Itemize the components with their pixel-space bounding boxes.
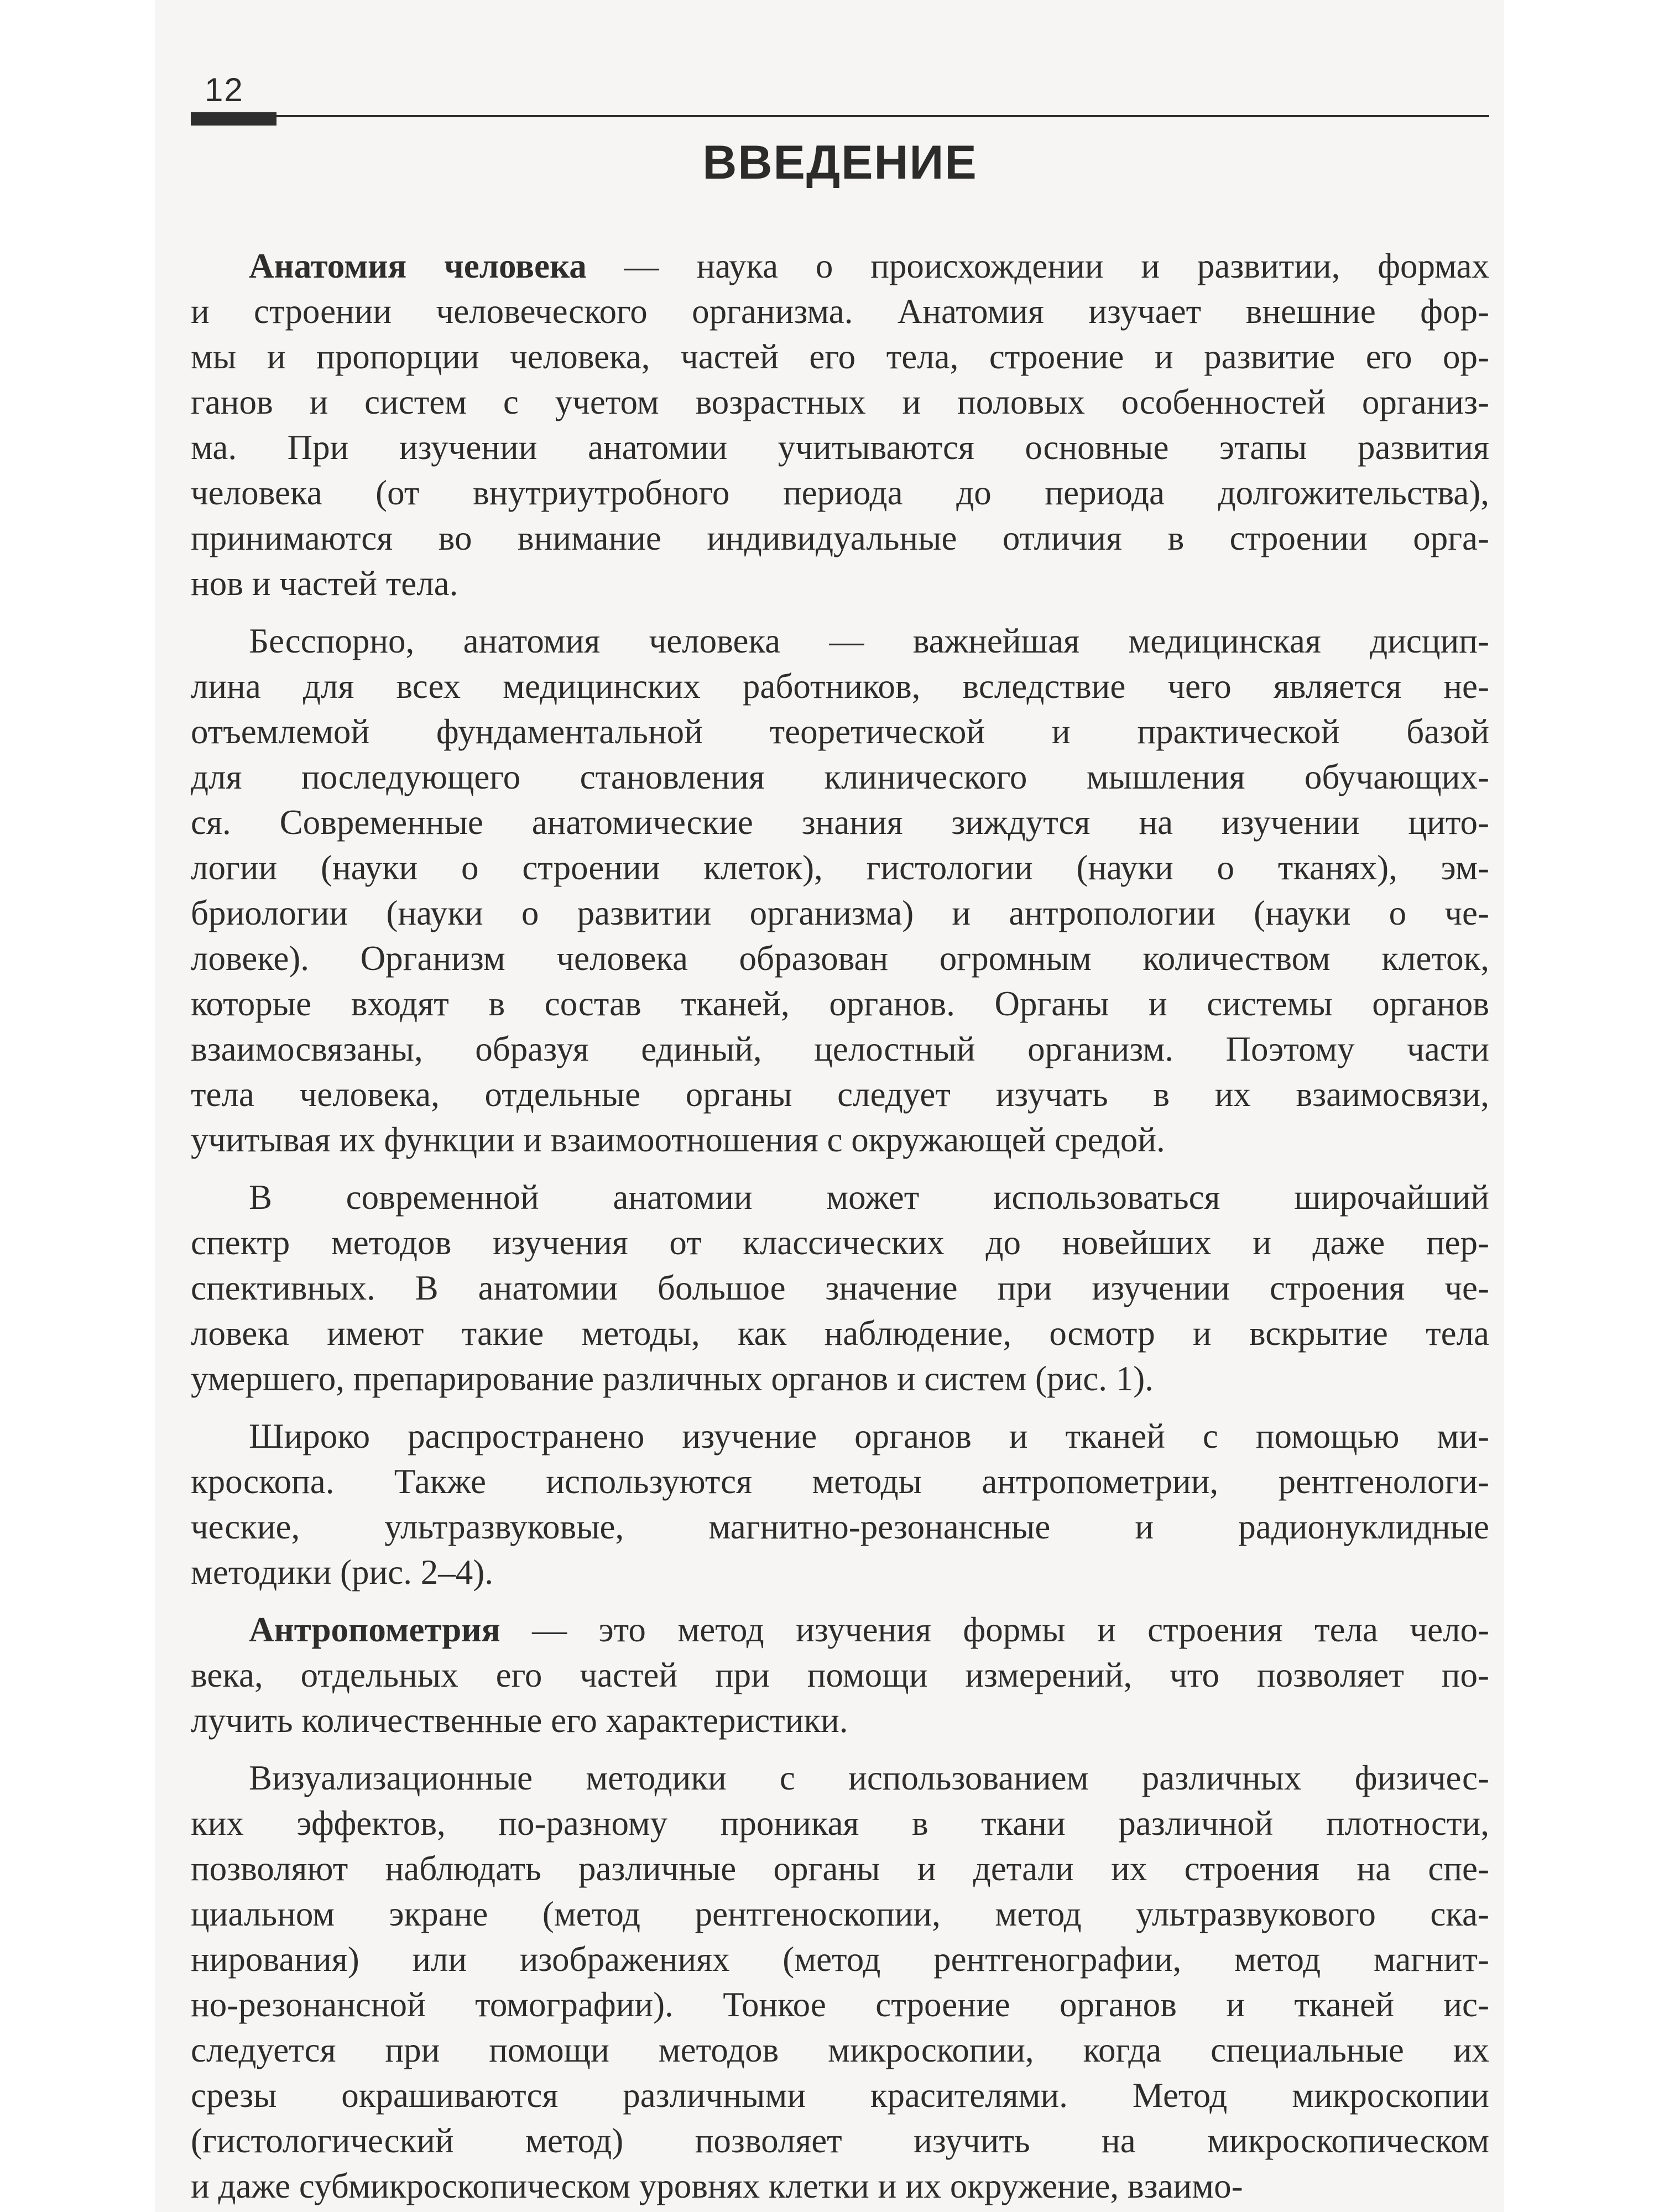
- line-text: позволяют наблюдать различные органы и детали их строения на спе-: [191, 1849, 1489, 1888]
- header-rule: [191, 115, 1489, 117]
- paragraph-gap: [191, 1595, 1489, 1607]
- line-text: следуется при помощи методов микроскопии, когда специальные их: [191, 2031, 1489, 2069]
- line-text: века, отдельных его частей при помощи измерений, что позволяет по-: [191, 1656, 1489, 1694]
- text-line: [191, 1311, 1489, 1356]
- text-line: [191, 2118, 1489, 2163]
- paragraph-gap: [191, 1401, 1489, 1413]
- text-line: [191, 1698, 1489, 1743]
- line-text: тела человека, отдельные органы следует изучать в их взаимосвязи,: [191, 1075, 1489, 1114]
- text-line: [191, 561, 1489, 606]
- line-text: для последующего становления клинического мышления обучающих-: [191, 758, 1489, 796]
- page-number: 12: [205, 71, 244, 108]
- text-line: [191, 936, 1489, 981]
- line-text: человека (от внутриутробного периода до периода долгожительства),: [191, 473, 1489, 512]
- text-line: [191, 1504, 1489, 1550]
- text-line: [191, 425, 1489, 470]
- line-text: Визуализационные методики с использованием различных физичес-: [249, 1759, 1489, 1797]
- line-text: ма. При изучении анатомии учитываются основные этапы развития: [191, 428, 1489, 467]
- line-text: — это метод изучения формы и строения тела чело-: [500, 1610, 1489, 1649]
- text-line: [191, 754, 1489, 800]
- paragraph-gap: [191, 1743, 1489, 1755]
- line-text: отъемлемой фундаментальной теоретической и практической базой: [191, 712, 1489, 751]
- text-line: [191, 1413, 1489, 1459]
- line-text: нирования) или изображениях (метод рентгенографии, метод магнит-: [191, 1940, 1489, 1979]
- text-line: [191, 1175, 1489, 1220]
- text-line: [191, 289, 1489, 334]
- text-line: [191, 1265, 1489, 1311]
- text-line: [191, 890, 1489, 936]
- text-line: [191, 1755, 1489, 1801]
- text-line: [191, 1117, 1489, 1162]
- text-line: [191, 2073, 1489, 2118]
- body-text: [191, 243, 1489, 2209]
- line-text: которые входят в состав тканей, органов. Органы и системы органов: [191, 984, 1489, 1023]
- line-text: ких эффектов, по-разному проникая в ткани различной плотности,: [191, 1804, 1489, 1843]
- text-line: [191, 379, 1489, 425]
- line-text: логии (науки о строении клеток), гистологии (науки о тканях), эм-: [191, 848, 1489, 887]
- line-text: но-резонансной томографии). Тонкое строение органов и тканей ис-: [191, 1985, 1489, 2024]
- text-line: [191, 1937, 1489, 1982]
- line-text: умершего, препарирование различных органов и систем (рис. 1).: [191, 1359, 1154, 1398]
- line-text: ловеке). Организм человека образован огромным количеством клеток,: [191, 939, 1489, 978]
- line-text: и даже субмикроскопическом уровнях клетки и их окружение, взаимо-: [191, 2167, 1243, 2205]
- text-line: [191, 515, 1489, 561]
- text-line: [191, 334, 1489, 379]
- line-text: ловека имеют такие методы, как наблюдение, осмотр и вскрытие тела: [191, 1314, 1489, 1353]
- text-line: [191, 664, 1489, 709]
- line-text: бриологии (науки о развитии организма) и антропологии (науки о че-: [191, 894, 1489, 932]
- text-line: [191, 709, 1489, 754]
- paragraph-gap: [191, 1162, 1489, 1175]
- header-rule-accent: [191, 112, 276, 126]
- text-line: [191, 1982, 1489, 2027]
- line-text: принимаются во внимание индивидуальные отличия в строении орга-: [191, 519, 1489, 557]
- line-text: — наука о происхождении и развитии, формах: [586, 247, 1489, 285]
- text-line: [191, 2163, 1489, 2209]
- text-line: [191, 845, 1489, 890]
- line-text: ческие, ультразвуковые, магнитно-резонансные и радионуклидные: [191, 1507, 1489, 1546]
- line-text: ся. Современные анатомические знания зиждутся на изучении цито-: [191, 803, 1489, 842]
- text-line: [191, 1356, 1489, 1401]
- line-text: циальном экране (метод рентгеноскопии, метод ультразвукового ска-: [191, 1895, 1489, 1933]
- text-line: [191, 618, 1489, 664]
- paragraph-gap: [191, 606, 1489, 618]
- line-text: учитывая их функции и взаимоотношения с окружающей средой.: [191, 1120, 1165, 1159]
- text-line: [191, 1026, 1489, 1072]
- text-line: [191, 1607, 1489, 1652]
- line-text: спективных. В анатомии большое значение при изучении строения че-: [191, 1269, 1489, 1307]
- line-text: ганов и систем с учетом возрастных и половых особенностей организ-: [191, 383, 1489, 421]
- text-line: [191, 1801, 1489, 1846]
- text-line: [191, 243, 1489, 289]
- line-text: методики (рис. 2–4).: [191, 1553, 493, 1592]
- line-text: срезы окрашиваются различными красителями. Метод микроскопии: [191, 2076, 1489, 2115]
- chapter-heading: ВВЕДЕНИЕ: [702, 136, 978, 189]
- line-text: кроскопа. Также используются методы антропометрии, рентгенологи-: [191, 1462, 1489, 1501]
- line-text: Бесспорно, анатомия человека — важнейшая медицинская дисцип-: [249, 622, 1489, 660]
- line-text: Широко распространено изучение органов и тканей с помощью ми-: [249, 1417, 1489, 1455]
- line-text: и строении человеческого организма. Анатомия изучает внешние фор-: [191, 292, 1489, 331]
- text-line: [191, 1220, 1489, 1265]
- defined-term: Антропометрия: [249, 1610, 500, 1649]
- line-text: мы и пропорции человека, частей его тела, строение и развитие его ор-: [191, 337, 1489, 376]
- text-line: [191, 1459, 1489, 1504]
- text-line: [191, 800, 1489, 845]
- text-line: [191, 1550, 1489, 1595]
- text-line: [191, 1891, 1489, 1937]
- text-line: [191, 1846, 1489, 1891]
- line-text: нов и частей тела.: [191, 564, 458, 603]
- line-text: взаимосвязаны, образуя единый, целостный организм. Поэтому части: [191, 1030, 1489, 1068]
- line-text: (гистологический метод) позволяет изучить на микроскопическом: [191, 2121, 1489, 2160]
- text-line: [191, 470, 1489, 515]
- text-line: [191, 981, 1489, 1026]
- line-text: лучить количественные его характеристики.: [191, 1701, 848, 1740]
- line-text: спектр методов изучения от классических до новейших и даже пер-: [191, 1223, 1489, 1262]
- text-line: [191, 1652, 1489, 1698]
- text-line: [191, 2027, 1489, 2073]
- text-line: [191, 1072, 1489, 1117]
- defined-term: Анатомия человека: [249, 247, 587, 285]
- line-text: лина для всех медицинских работников, вследствие чего является не-: [191, 667, 1489, 706]
- line-text: В современной анатомии может использоваться широчайший: [249, 1178, 1489, 1217]
